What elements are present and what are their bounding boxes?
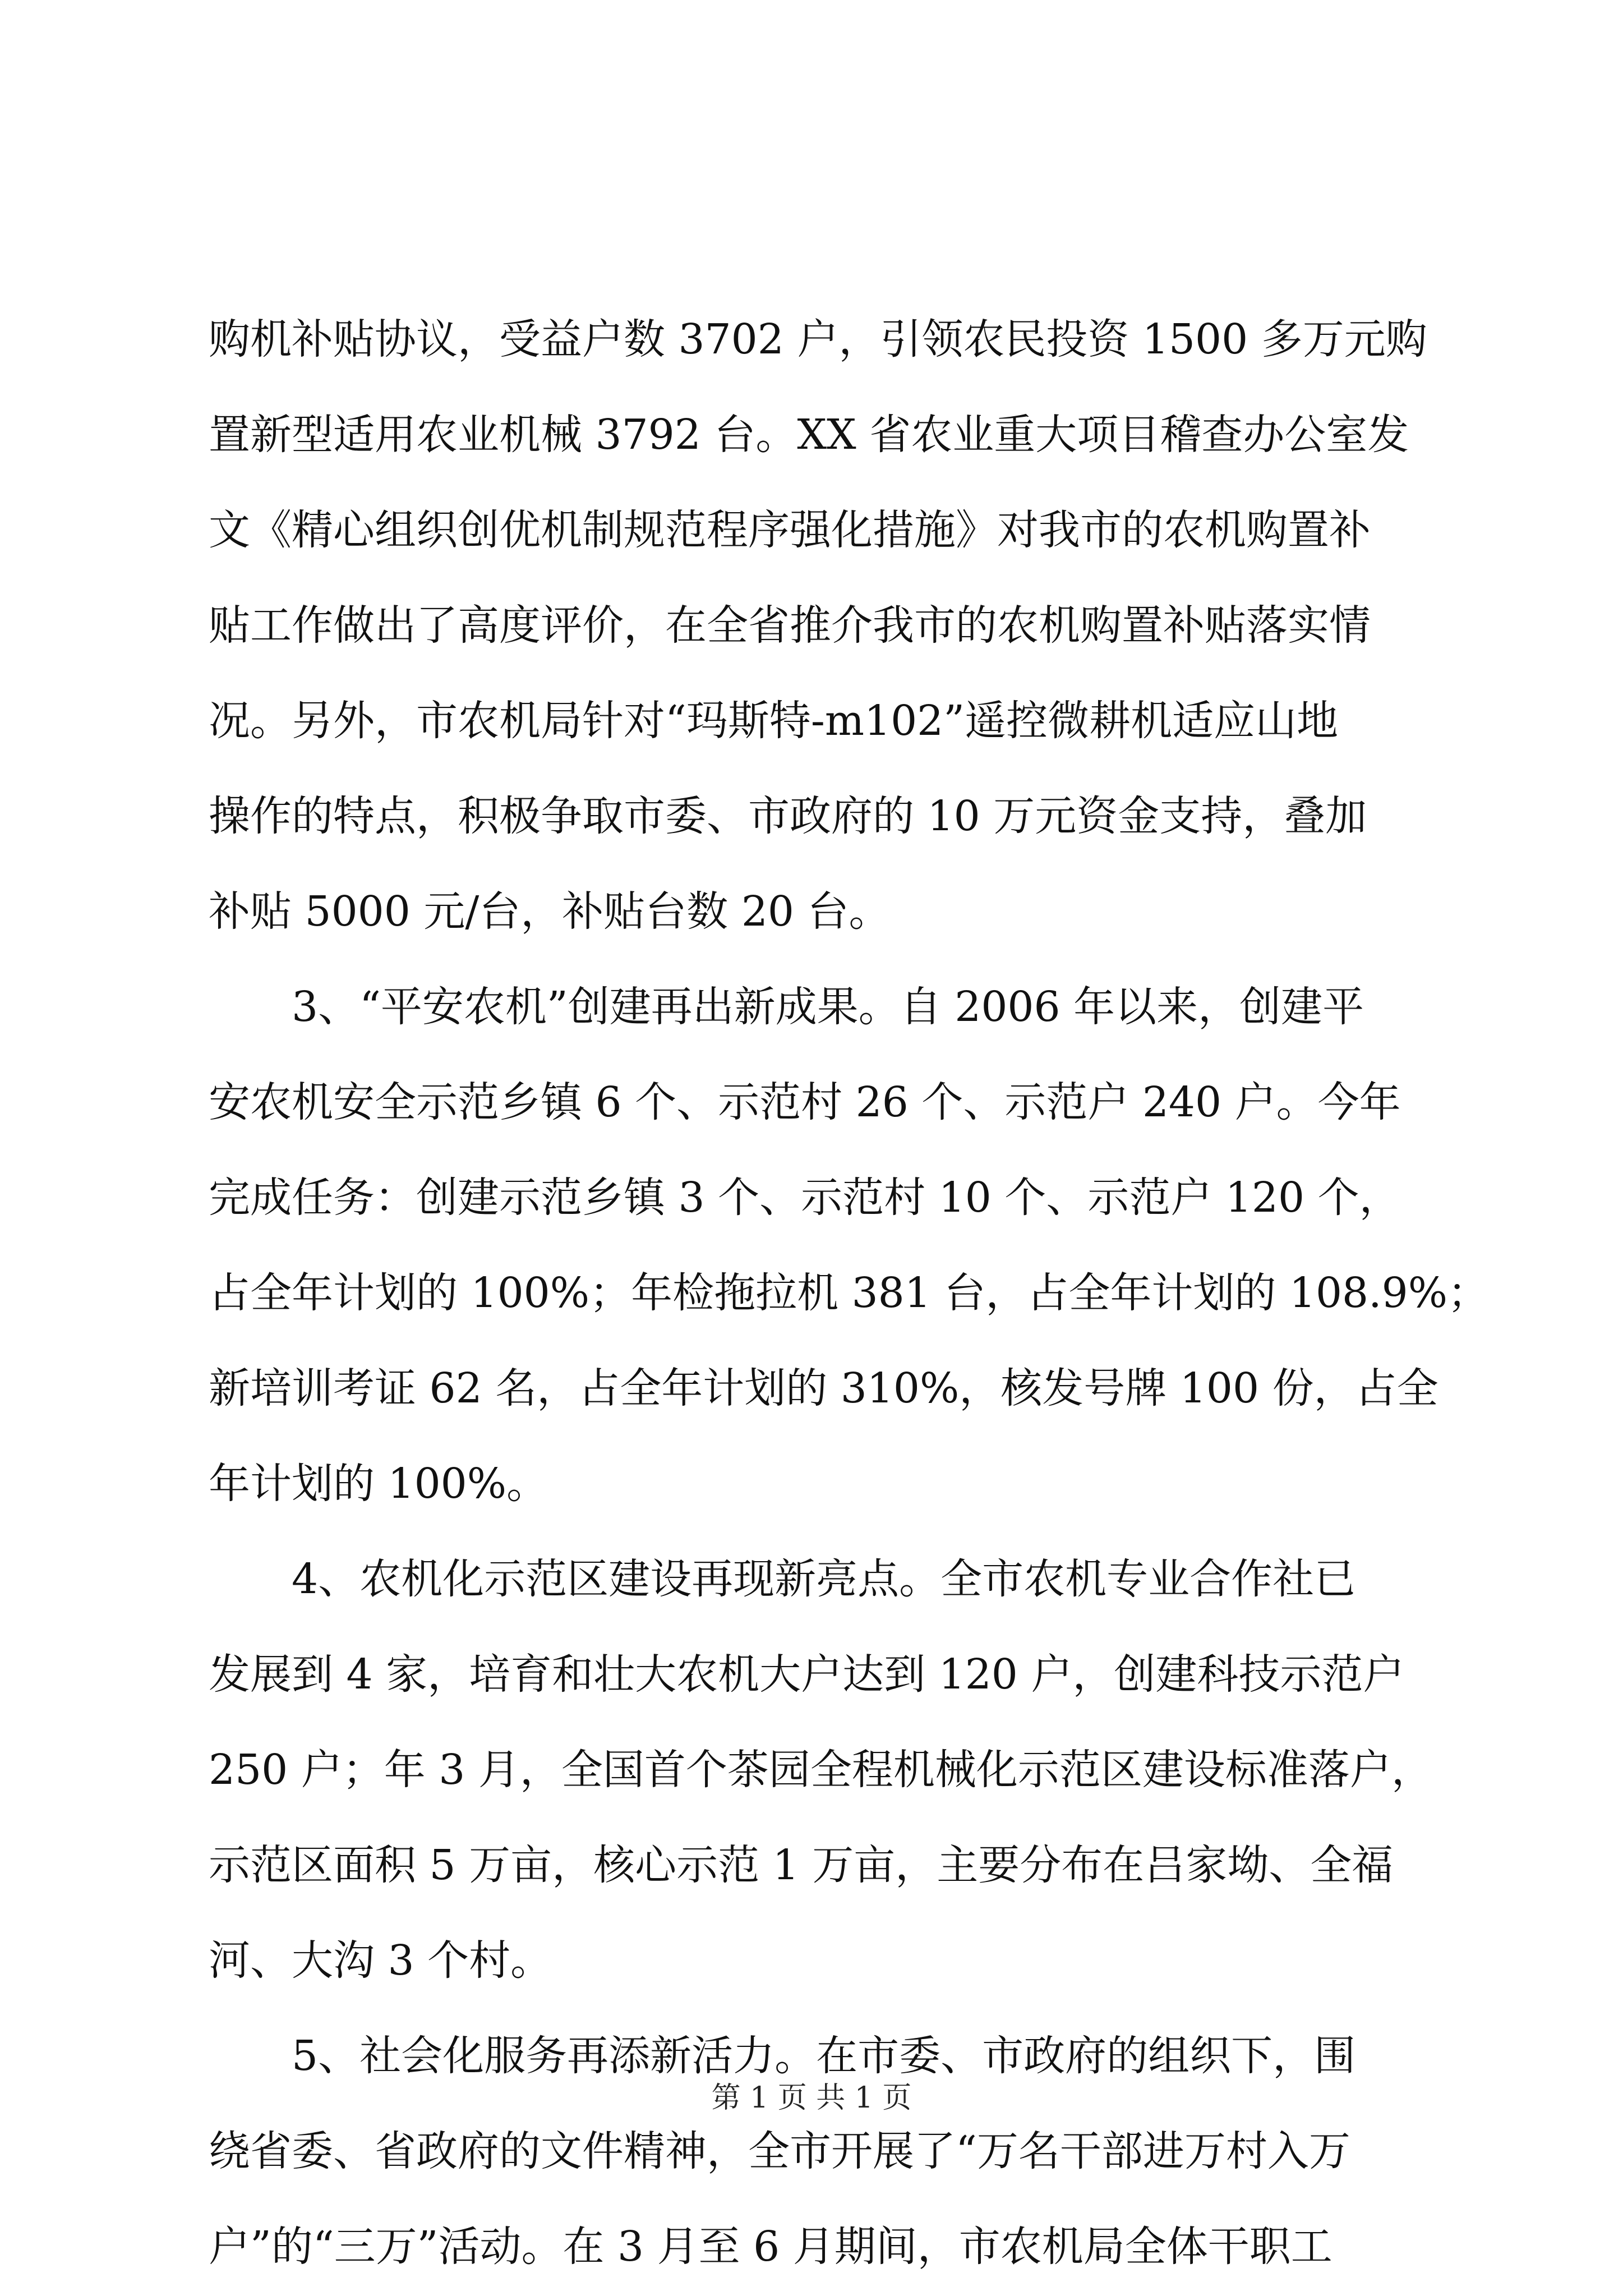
text-line: 示范区面积 5 万亩，核心示范 1 万亩，主要分布在吕家坳、全福 [209, 1841, 1394, 1889]
text-line: 安农机安全示范乡镇 6 个、示范村 26 个、示范户 240 户。今年 [209, 1078, 1401, 1126]
body-text [209, 292, 1490, 2294]
text-line: 3、“平安农机”创建再出新成果。自 2006 年以来，创建平 [209, 983, 1364, 1031]
text-line: 250 户；年 3 月，全国首个茶园全程机械化示范区建设标准落户， [209, 1746, 1433, 1794]
text-line: 年计划的 100%。 [209, 1460, 548, 1508]
text-line: 户”的“三万”活动。在 3 月至 6 月期间，市农机局全体干职工 [209, 2223, 1332, 2271]
text-line: 购机补贴协议，受益户数 3702 户，引领农民投资 1500 多万元购 [209, 315, 1427, 364]
text-line: 文《精心组织创优机制规范程序强化措施》对我市的农机购置补 [209, 506, 1371, 554]
text-line: 占全年计划的 100%；年检拖拉机 381 台，占全年计划的 108.9%； [209, 1269, 1490, 1317]
text-line: 4、农机化示范区建设再现新亮点。全市农机专业合作社已 [209, 1555, 1356, 1603]
text-line: 绕省委、省政府的文件精神，全市开展了“万名干部进万村入万 [209, 2127, 1350, 2175]
text-line: 况。另外，市农机局针对“玛斯特-m102”遥控微耕机适应山地 [209, 697, 1339, 745]
text-line: 完成任务：创建示范乡镇 3 个、示范村 10 个、示范户 120 个， [209, 1174, 1401, 1222]
text-line: 新培训考证 62 名，占全年计划的 310%，核发号牌 100 份，占全 [209, 1364, 1438, 1412]
text-line: 贴工作做出了高度评价，在全省推介我市的农机购置补贴落实情 [209, 601, 1371, 650]
text-line: 5、社会化服务再添新活力。在市委、市政府的组织下，围 [209, 2032, 1356, 2080]
text-line: 补贴 5000 元/台，补贴台数 20 台。 [209, 887, 891, 936]
text-line: 河、大沟 3 个村。 [209, 1936, 552, 1985]
text-line: 操作的特点，积极争取市委、市政府的 10 万元资金支持，叠加 [209, 792, 1367, 840]
text-line: 发展到 4 家，培育和壮大农机大户达到 120 户，创建科技示范户 [209, 1650, 1405, 1699]
text-line: 置新型适用农业机械 3792 台。XX 省农业重大项目稽查办公室发 [209, 411, 1409, 459]
page-footer: 第 1 页 共 1 页 [711, 2081, 912, 2115]
